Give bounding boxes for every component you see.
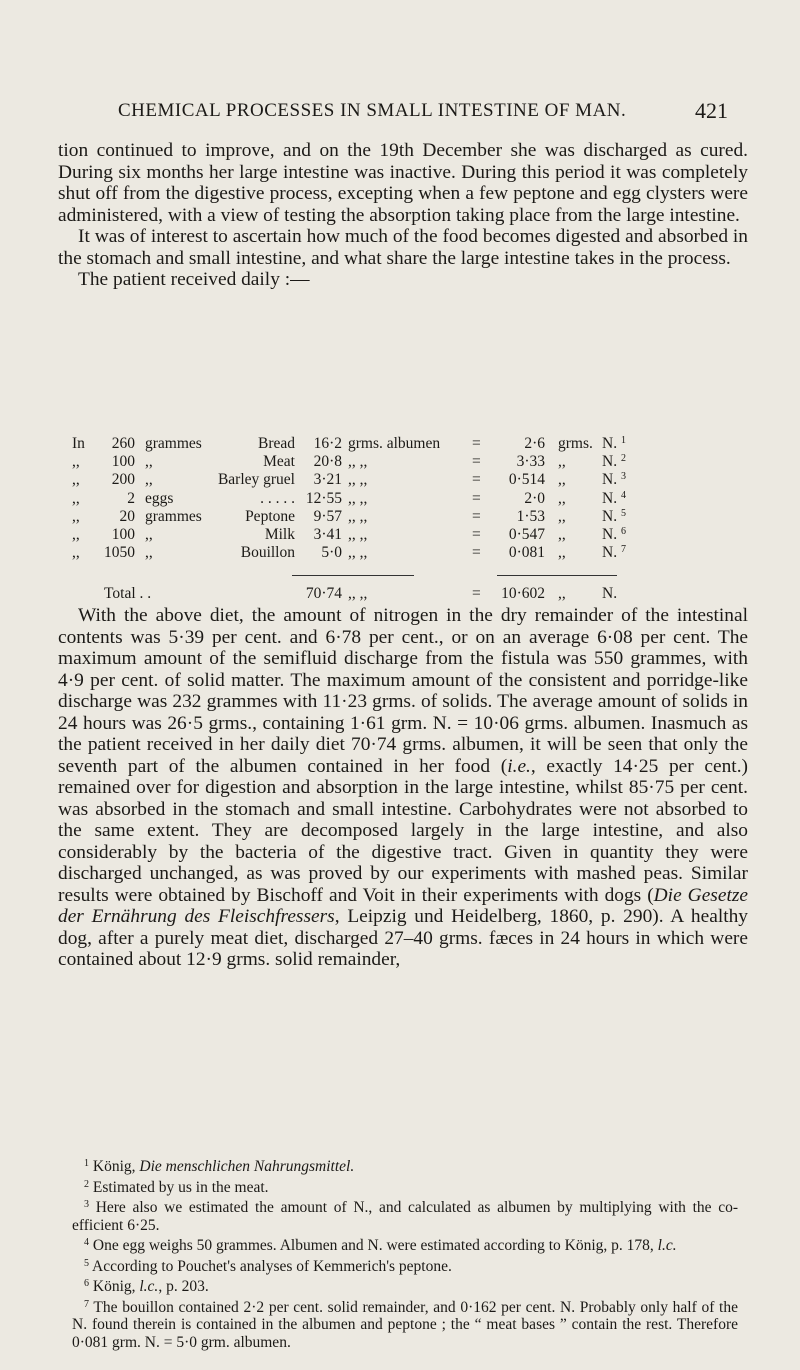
cell-albu: ,, ,, xyxy=(348,585,368,602)
cell-qty: 100 xyxy=(111,526,135,543)
cell-ref: N. $^5$ xyxy=(602,507,626,525)
cell-nu: ,, xyxy=(558,544,566,562)
cell-n: 2·6 xyxy=(524,435,545,452)
footnote-7: $^7$ The bouillon contained 2·2 per cent. solid remainder, and 0·162 per cent. N. Probably only half of the N. found therein is contained in the albumen and peptone ; the “ meat bases ” contain the rest. Therefore 0·081 grm. N. = 5·0 grm. albumen. xyxy=(72,1298,738,1351)
footnotes xyxy=(72,1155,738,1351)
cell-qty: 260 xyxy=(111,435,135,452)
cell-pre: ,, xyxy=(72,489,80,507)
cell-qty: 200 xyxy=(111,471,135,489)
opening-paragraphs xyxy=(58,140,748,291)
table-row xyxy=(72,453,752,473)
cell-eq: = xyxy=(472,435,481,452)
table-row xyxy=(72,435,752,455)
cell-food: Peptone xyxy=(245,507,295,525)
cell-qty: 20 xyxy=(119,507,135,525)
cell-unit: ,, xyxy=(145,544,153,562)
cell-nu: ,, xyxy=(558,453,566,471)
footnote-3: $^3$ Here also we estimated the amount of N., and calculated as albumen by multiplying with the co-efficient 6·25. xyxy=(72,1199,738,1234)
cell-eq: = xyxy=(472,489,481,507)
table-row xyxy=(72,471,752,491)
cell-unit: ,, xyxy=(145,526,153,543)
cell-alb: 70·74 xyxy=(305,585,342,602)
cell-albu: ,, ,, xyxy=(348,507,368,525)
cell-n: 3·33 xyxy=(516,453,545,471)
page-number: 421 xyxy=(695,98,728,123)
cell-unit: eggs xyxy=(145,489,174,507)
paragraph: It was of interest to ascertain how much of the food becomes digested and absorbed in the stomach and small intestine, and what share the large intestine takes in the process. xyxy=(58,226,748,269)
footnote-6: $^6$ König, l.c., p. 203. xyxy=(84,1278,209,1295)
cell-eq: = xyxy=(472,544,481,562)
cell-food: Bouillon xyxy=(240,544,295,562)
cell-eq: = xyxy=(472,585,481,602)
discussion-paragraph xyxy=(58,605,748,971)
cell-nu: ,, xyxy=(558,489,566,507)
cell-nu: ,, xyxy=(558,585,566,602)
cell-alb: 12·55 xyxy=(305,489,342,507)
footnote-1: $^1$ König, Die menschlichen Nahrungsmittel. xyxy=(84,1158,355,1175)
cell-pre: ,, xyxy=(72,453,80,471)
cell-qty: 1050 xyxy=(104,544,135,562)
table-rule xyxy=(292,575,414,576)
cell-alb: 9·57 xyxy=(313,507,342,525)
cell-ref: N. $^1$ xyxy=(602,435,626,452)
cell-n: 0·081 xyxy=(508,544,545,562)
cell-alb: 3·41 xyxy=(313,526,342,543)
cell-qty: 100 xyxy=(111,453,135,471)
cell-n: 0·547 xyxy=(508,526,545,543)
cell-alb: 20·8 xyxy=(313,453,342,471)
cell-alb: 3·21 xyxy=(313,471,342,489)
cell-nu: ,, xyxy=(558,526,566,543)
cell-albu: ,, ,, xyxy=(348,489,368,507)
cell-unit: grammes xyxy=(145,507,202,525)
footnote-4: $^4$ One egg weighs 50 grammes. Albumen and N. were estimated according to König, p. 178, l.c. xyxy=(84,1237,677,1254)
cell-eq: = xyxy=(472,471,481,489)
running-title: CHEMICAL PROCESSES IN SMALL INTESTINE OF MAN. xyxy=(118,100,627,121)
footnote-2: $^2$ Estimated by us in the meat. xyxy=(84,1178,269,1196)
cell-ref: N. $^6$ xyxy=(602,526,626,543)
cell-n: 1·53 xyxy=(516,507,545,525)
cell-albu: ,, ,, xyxy=(348,471,368,489)
cell-nu: ,, xyxy=(558,507,566,525)
book-title: Die Gesetze der Ernährung des Fleischfressers xyxy=(58,884,748,927)
cell-unit: ,, xyxy=(145,453,153,471)
cell-eq: = xyxy=(472,526,481,543)
table-row xyxy=(72,508,752,528)
cell-n: 10·602 xyxy=(501,585,545,602)
cell-ref: N. $^3$ xyxy=(602,471,626,489)
cell-albu: ,, ,, xyxy=(348,526,368,543)
paragraph: The patient received daily :— xyxy=(78,269,310,290)
paragraph: With the above diet, the amount of nitrogen in the dry remainder of the intestinal contents was 5·39 per cent. and 6·78 per cent., or on an average 6·08 per cent. The maximum amount of the semifluid discharge from the fistula was 550 grammes, with 4·9 per cent. of solid matter. The maximum amount of the consistent and porridge-like discharge was 232 grammes with 11·23 grms. of solids. The average amount of solids in 24 hours was 26·5 grms., containing 1·61 grm. N. = 10·06 grms. albumen. Inasmuch as the patient received in her daily diet 70·74 grms. albumen, it will be seen that only the seventh part of the albumen contained in her food (i.e., exactly 14·25 per cent.) remained over for digestion and absorption in the large intestine, whilst 85·75 per cent. was absorbed in the stomach and small intestine. Carbohydrates were not absorbed to the same extent. They are decomposed largely in the large intestine, and also considerably by the bacteria of the digestive tract. Given in quantity they were discharged unchanged, as was proved by our experiments with mashed peas. Similar results were obtained by Bischoff and Voit in their experiments with dogs (Die Gesetze der Ernährung des Fleischfressers, Leipzig und Heidelberg, 1860, p. 290). A healthy dog, after a purely meat diet, discharged 27–40 grms. fæces in 24 hours in which were contained about 12·9 grms. solid remainder, xyxy=(58,605,748,970)
cell-pre: ,, xyxy=(72,507,80,525)
table-row xyxy=(72,490,752,510)
table-row xyxy=(72,544,752,564)
cell-eq: = xyxy=(472,507,481,525)
cell-food: . . . . . xyxy=(260,489,295,507)
cell-pre: ,, xyxy=(72,526,80,543)
cell-albu: grms. albumen xyxy=(348,435,441,452)
cell-nu: ,, xyxy=(558,471,566,489)
cell-pre: ,, xyxy=(72,544,80,562)
paragraph: tion continued to improve, and on the 19th December she was discharged as cured. During six months her large intestine was inactive. During this period it was completely shut off from the digestive process, excepting when a few peptone and egg clysters were administered, with a view of testing the absorption taking place from the large intestine. xyxy=(58,140,748,226)
cell-ref: N. $^7$ xyxy=(602,544,626,562)
cell-qty: 2 xyxy=(127,489,135,507)
cell-albu: ,, ,, xyxy=(348,453,368,471)
cell-unit: ,, xyxy=(145,471,153,489)
cell-food: Milk xyxy=(264,526,295,543)
cell-food: Bread xyxy=(257,435,295,452)
cell-n: 2·0 xyxy=(524,489,545,507)
cell-alb: 16·2 xyxy=(313,435,342,452)
cell-unit: grammes xyxy=(145,435,202,452)
cell-food: Barley gruel xyxy=(217,471,295,489)
running-header xyxy=(118,98,728,126)
cell-ref: N. xyxy=(602,585,618,602)
footnote-5: $^5$ According to Pouchet's analyses of Kemmerich's peptone. xyxy=(84,1257,452,1275)
cell-pre: ,, xyxy=(72,471,80,489)
table-rule xyxy=(497,575,617,576)
cell-eq: = xyxy=(472,453,481,471)
cell-food: Meat xyxy=(263,453,295,471)
cell-ref: N. $^2$ xyxy=(602,453,626,471)
total-row xyxy=(72,585,752,605)
cell-pre: Total . . xyxy=(104,585,152,602)
cell-ref: N. $^4$ xyxy=(602,489,626,507)
cell-alb: 5·0 xyxy=(321,544,342,562)
cell-pre: In xyxy=(72,435,85,452)
table-row xyxy=(72,526,752,546)
cell-albu: ,, ,, xyxy=(348,544,368,562)
cell-n: 0·514 xyxy=(508,471,545,489)
cell-nu: grms. xyxy=(558,435,593,452)
